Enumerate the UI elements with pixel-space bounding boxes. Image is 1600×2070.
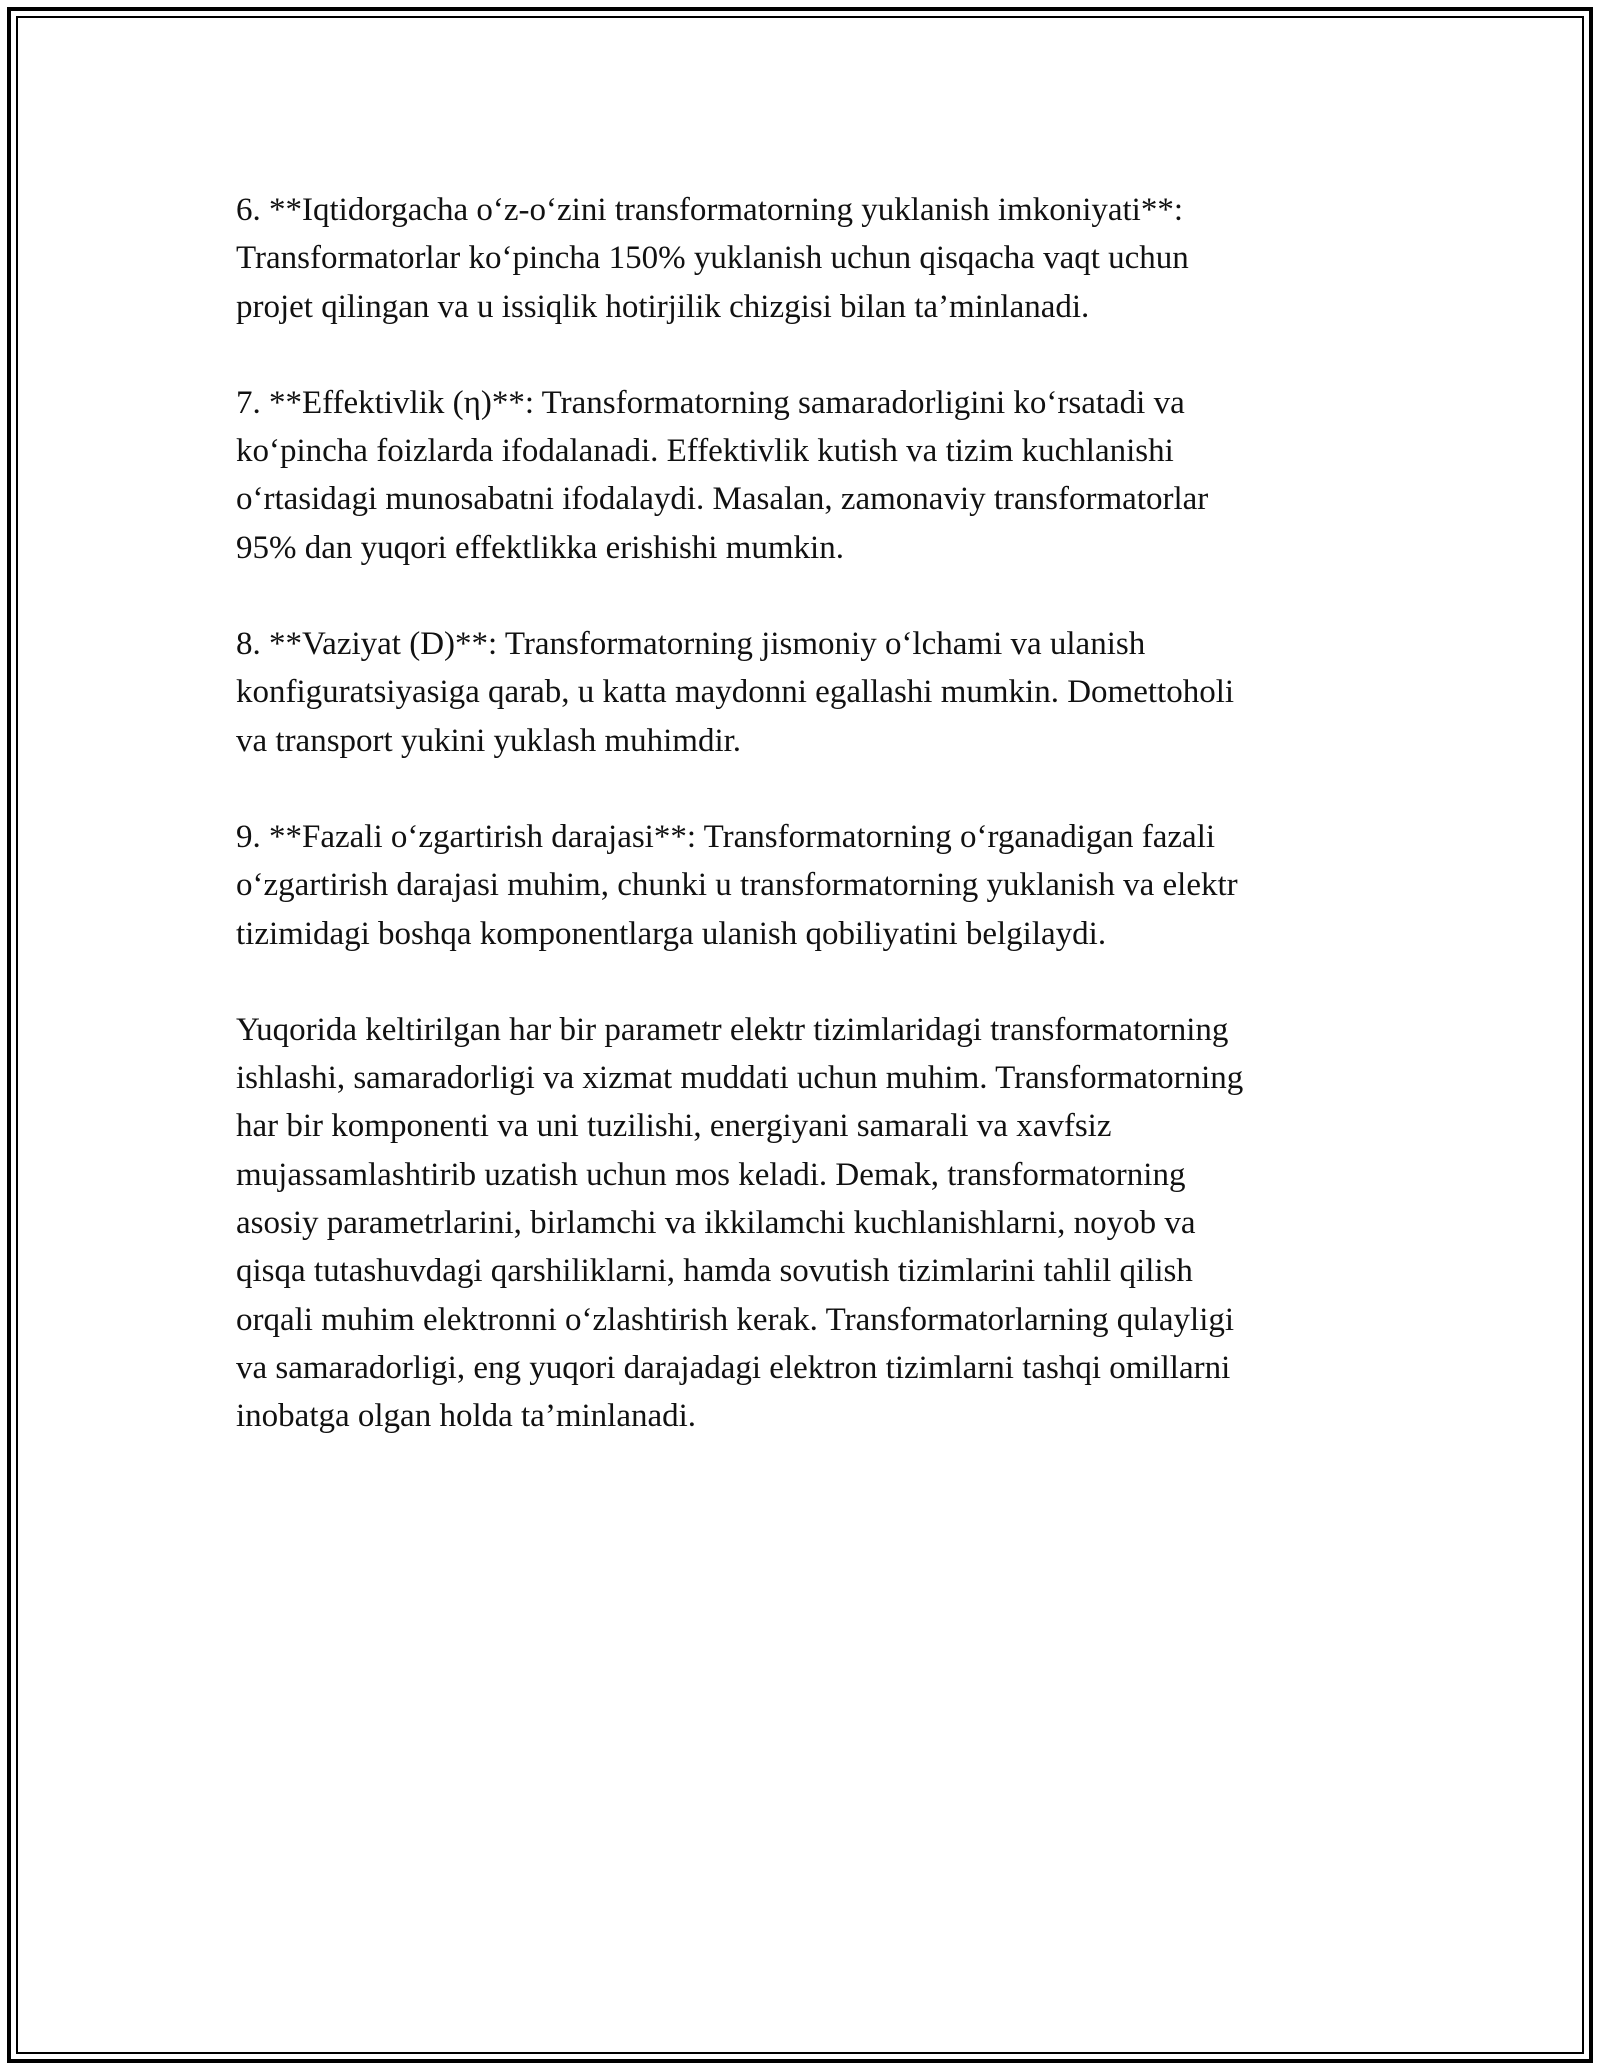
text-line: tizimidagi boshqa komponentlarga ulanish qobiliyatini belgilaydi. bbox=[236, 915, 1107, 952]
text-line: inobatga olgan holda ta’minlanadi. bbox=[236, 1398, 697, 1435]
paragraph-item-8 bbox=[236, 620, 1376, 765]
text-line: orqali muhim elektronni o‘zlashtirish kerak. Transformatorlarning qulayligi bbox=[236, 1301, 1235, 1338]
paragraph-conclusion bbox=[236, 1006, 1376, 1441]
text-line: 9. **Fazali o‘zgartirish darajasi**: Transformatorning o‘rganadigan fazali bbox=[236, 818, 1216, 855]
text-line: Transformatorlar ko‘pincha 150% yuklanish uchun qisqacha vaqt uchun bbox=[236, 240, 1189, 277]
text-line: qisqa tutashuvdagi qarshiliklarni, hamda sovutish tizimlarini tahlil qilish bbox=[236, 1253, 1193, 1290]
paragraph-item-6 bbox=[236, 186, 1376, 331]
text-line: va transport yukini yuklash muhimdir. bbox=[236, 722, 742, 759]
paragraph-item-7 bbox=[236, 379, 1376, 572]
text-line: konfiguratsiyasiga qarab, u katta maydonni egallashi mumkin. Domettoholi bbox=[236, 674, 1235, 711]
text-line: Yuqorida keltirilgan har bir parametr elektr tizimlaridagi transformatorning bbox=[236, 1011, 1229, 1048]
text-line: 8. **Vaziyat (D)**: Transformatorning jismoniy o‘lchami va ulanish bbox=[236, 626, 1146, 663]
text-line: ishlashi, samaradorligi va xizmat muddati uchun muhim. Transformatorning bbox=[236, 1060, 1244, 1097]
document-body bbox=[236, 186, 1376, 1489]
text-line: 95% dan yuqori effektlikka erishishi mumkin. bbox=[236, 529, 844, 566]
text-line: mujassamlashtirib uzatish uchun mos keladi. Demak, transformatorning bbox=[236, 1156, 1186, 1193]
text-line: 6. **Iqtidorgacha o‘z-o‘zini transformatorning yuklanish imkoniyati**: bbox=[236, 192, 1184, 228]
text-line: asosiy parametrlarini, birlamchi va ikkilamchi kuchlanishlarni, noyob va bbox=[236, 1205, 1196, 1242]
text-line: o‘rtasidagi munosabatni ifodalaydi. Masalan, zamonaviy transformatorlar bbox=[236, 481, 1209, 518]
text-line: ko‘pincha foizlarda ifodalanadi. Effektivlik kutish va tizim kuchlanishi bbox=[236, 433, 1174, 470]
paragraph-item-9 bbox=[236, 813, 1376, 958]
text-line: har bir komponenti va uni tuzilishi, energiyani samarali va xavfsiz bbox=[236, 1108, 1112, 1145]
text-line: o‘zgartirish darajasi muhim, chunki u transformatorning yuklanish va elektr bbox=[236, 867, 1238, 904]
text-line: projet qilingan va u issiqlik hotirjilik chizgisi bilan ta’minlanadi. bbox=[236, 288, 1090, 325]
text-line: va samaradorligi, eng yuqori darajadagi elektron tizimlarni tashqi omillarni bbox=[236, 1349, 1231, 1386]
text-line: 7. **Effektivlik (η)**: Transformatorning samaradorligini ko‘rsatadi va bbox=[236, 384, 1185, 421]
